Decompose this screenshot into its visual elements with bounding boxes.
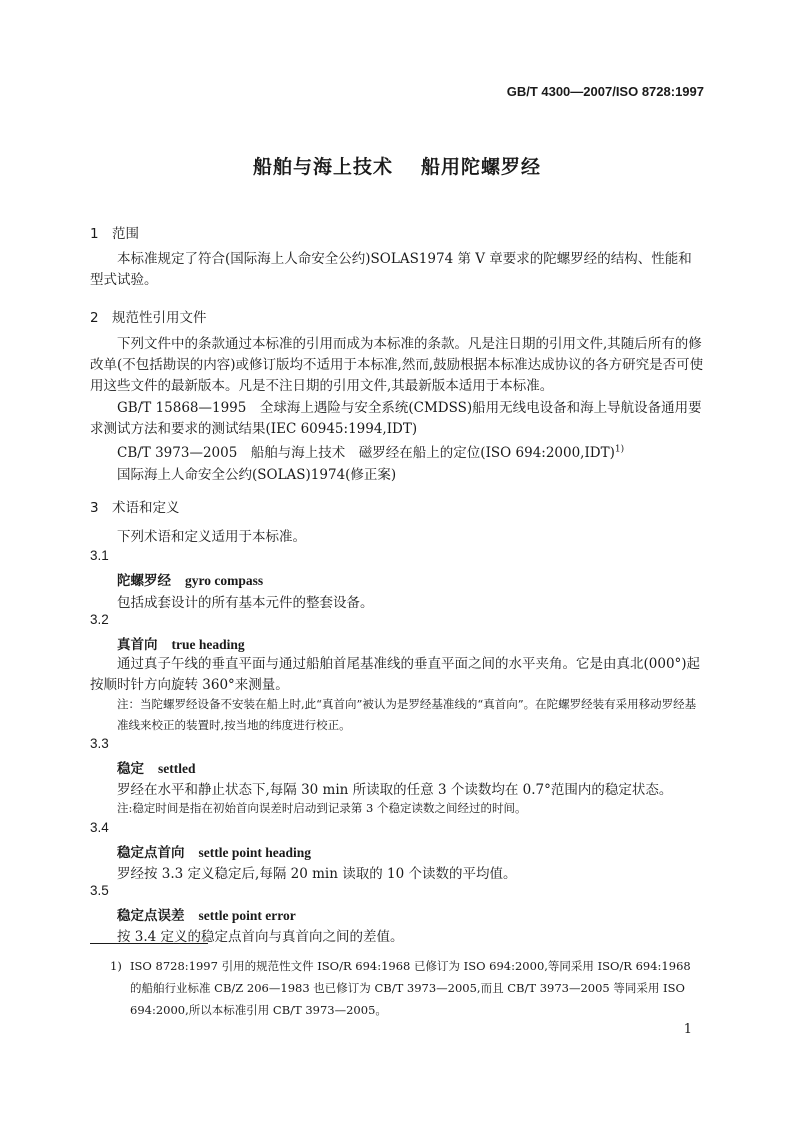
reference-solas: 国际海上人命安全公约(SOLAS)1974(修正案) <box>117 467 397 483</box>
footnote <box>110 955 704 1021</box>
term-3-2 <box>117 633 245 653</box>
term-english: settle point error <box>198 908 296 923</box>
clause-number-3-1: 3.1 <box>90 548 109 563</box>
term-3-5 <box>117 904 296 924</box>
section-title: 术语和定义 <box>112 500 180 516</box>
footnote-marker: 1) <box>614 444 625 455</box>
term-3-3 <box>117 757 196 777</box>
page-number: 1 <box>683 1022 692 1037</box>
section-number: 1 <box>90 226 99 242</box>
definition-3-3: 罗经在水平和静止状态下,每隔 30 min 所读取的任意 3 个读数均在 0.7°范围内的稳定状态。 <box>117 782 673 798</box>
clause-number-3-2: 3.2 <box>90 612 109 627</box>
title-part-1: 船舶与海上技术 <box>252 156 393 178</box>
definition-3-4: 罗经按 3.3 定义稳定后,每隔 20 min 读取的 10 个读数的平均值。 <box>117 866 517 882</box>
term-english: settle point heading <box>198 845 312 860</box>
term-english: true heading <box>171 637 245 652</box>
section-number: 3 <box>90 500 99 516</box>
section-2-heading <box>90 306 207 326</box>
page-title <box>0 152 794 179</box>
term-chinese: 稳定点首向 <box>117 845 185 861</box>
section-3-heading <box>90 496 180 516</box>
term-chinese: 稳定点误差 <box>117 908 185 924</box>
section-1-paragraph: 本标准规定了符合(国际海上人命安全公约)SOLAS1974 第 V 章要求的陀螺罗经的结构、性能和型式试验。 <box>90 251 692 288</box>
section-1-heading <box>90 222 139 242</box>
clause-number-3-5: 3.5 <box>90 883 109 898</box>
definition-3-5: 按 3.4 定义的稳定点首向与真首向之间的差值。 <box>117 929 404 945</box>
clause-number-3-3: 3.3 <box>90 736 109 751</box>
definition-3-1: 包括成套设计的所有基本元件的整套设备。 <box>117 595 374 611</box>
section-3-paragraph: 下列术语和定义适用于本标准。 <box>117 529 306 545</box>
definition-3-2: 通过真子午线的垂直平面与通过船舶首尾基准线的垂直平面之间的水平夹角。它是由真北(000°)起按顺时针方向旋转 360°来测量。 <box>90 656 701 693</box>
term-chinese: 陀螺罗经 <box>117 573 171 589</box>
section-2-paragraph: 下列文件中的条款通过本标准的引用而成为本标准的条款。凡是注日期的引用文件,其随后所有的修改单(不包括勘误的内容)或修订版均不适用于本标准,然而,鼓励根据本标准达成协议的各方研究是否可使用这些文件的最新版本。凡是不注日期的引用文件,其最新版本适用于本标准。 <box>90 336 704 394</box>
footnote-separator <box>90 943 208 944</box>
section-title: 规范性引用文件 <box>112 310 207 326</box>
note-3-3: 注:稳定时间是指在初始首向误差时启动到记录第 3 个稳定读数之间经过的时间。 <box>117 801 527 815</box>
standard-code: GB/T 4300—2007/ISO 8728:1997 <box>506 84 704 99</box>
footnote-mark: 1) <box>110 959 122 973</box>
term-chinese: 稳定 <box>117 761 144 777</box>
section-title: 范围 <box>112 226 139 242</box>
title-part-2: 船用陀螺罗经 <box>421 156 542 178</box>
term-english: gyro compass <box>185 573 264 588</box>
section-number: 2 <box>90 310 99 326</box>
term-english: settled <box>158 761 196 776</box>
clause-number-3-4: 3.4 <box>90 820 109 835</box>
note-3-2: 注：当陀螺罗经设备不安装在船上时,此“真首向”被认为是罗经基准线的“真首向”。在陀螺罗经装有采用移动罗经基准线来校正的装置时,按当地的纬度进行校正。 <box>117 697 697 732</box>
term-chinese: 真首向 <box>117 637 158 653</box>
term-3-1 <box>117 569 263 589</box>
reference-text: CB/T 3973—2005 船舶与海上技术 磁罗经在船上的定位(ISO 694:2000,IDT) <box>117 445 615 461</box>
term-3-4 <box>117 841 311 861</box>
footnote-text: ISO 8728:1997 引用的规范性文件 ISO/R 694:1968 已修订为 ISO 694:2000,等同采用 ISO/R 694:1968 的船舶行业标准 CB/Z 206—1983 也已修订为 CB/T 3973—2005,而且 CB/T 3973—2005 等同采用 ISO 694:2000,所以本标准引用 CB/T 3973—2005。 <box>130 959 691 1017</box>
reference-cbt3973 <box>117 441 624 461</box>
reference-gbt15868: GB/T 15868—1995 全球海上遇险与安全系统(CMDSS)船用无线电设备和海上导航设备通用要求测试方法和要求的测试结果(IEC 60945:1994,IDT) <box>90 400 702 437</box>
